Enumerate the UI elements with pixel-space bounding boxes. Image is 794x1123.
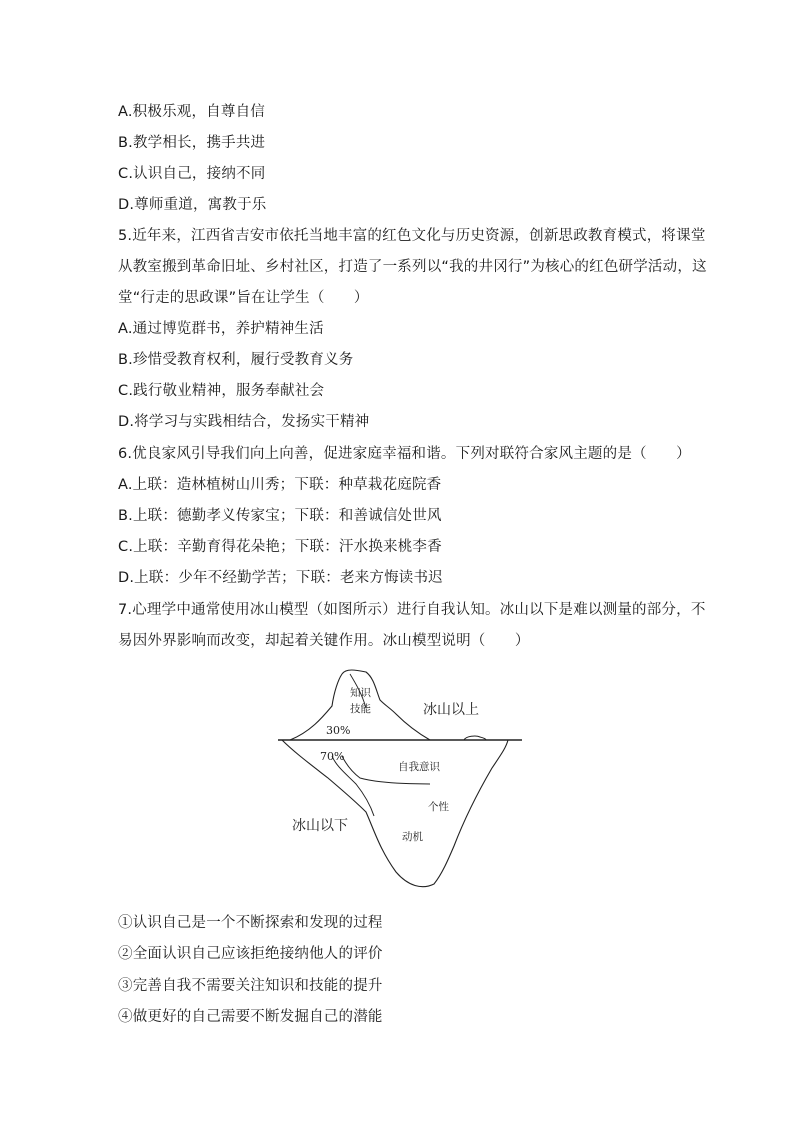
q5-option-d: D.将学习与实践相结合，发扬实干精神	[118, 414, 370, 430]
q6-option-b: B.上联：德勤孝义传家宝；下联：和善诚信处世风	[118, 508, 442, 524]
label-above-caption: 冰山以上	[423, 702, 479, 718]
q5-option-c: C.践行敬业精神，服务奉献社会	[118, 383, 325, 399]
q6-stem: 6.优良家风引导我们向上向善，促进家庭幸福和谐。下列对联符合家风主题的是（ ）	[118, 446, 691, 462]
q6-option-a: A.上联：造林植树山川秀；下联：种草栽花庭院香	[118, 477, 442, 493]
inner-line-1	[332, 756, 374, 816]
q7-statement-3: ③完善自我不需要关注知识和技能的提升	[118, 978, 383, 994]
label-personality: 个性	[428, 801, 449, 813]
iceberg-model-figure	[270, 660, 530, 895]
label-motive: 动机	[402, 831, 423, 843]
q6-option-d: D.上联：少年不经勤学苦；下联：老来方悔读书迟	[118, 570, 443, 586]
q7-statement-1: ①认识自己是一个不断探索和发现的过程	[118, 915, 383, 931]
label-below-caption: 冰山以下	[292, 818, 348, 834]
q4-option-a: A.积极乐观，自尊自信	[118, 104, 265, 120]
q5-stem-line-1: 5.近年来，江西省吉安市依托当地丰富的红色文化与历史资源，创新思政教育模式，将课堂	[118, 228, 706, 244]
label-below-percent: 70%	[320, 750, 345, 763]
q7-statement-2: ②全面认识自己应该拒绝接纳他人的评价	[118, 946, 383, 962]
q6-option-c: C.上联：辛勤育得花朵艳；下联：汗水换来桃李香	[118, 539, 442, 555]
q5-stem-line-2: 从教室搬到革命旧址、乡村社区，打造了一系列以“我的井冈行”为核心的红色研学活动，这	[118, 259, 707, 275]
q4-option-b: B.教学相长，携手共进	[118, 135, 266, 151]
label-skills: 技能	[350, 703, 371, 715]
label-knowledge: 知识	[350, 687, 371, 699]
label-self-awareness: 自我意识	[398, 761, 440, 773]
q4-option-c: C.认识自己，接纳不同	[118, 166, 266, 182]
q4-option-d: D.尊师重道，寓教于乐	[118, 197, 267, 213]
label-above-percent: 30%	[326, 724, 351, 737]
iceberg-underwater-body	[282, 740, 508, 887]
q7-stem-line-2: 易因外界影响而改变，却起着关键作用。冰山模型说明（ ）	[118, 633, 530, 649]
q5-option-a: A.通过博览群书，养护精神生活	[118, 321, 324, 337]
q5-option-b: B.珍惜受教育权利，履行受教育义务	[118, 352, 354, 368]
q7-statement-4: ④做更好的自己需要不断发掘自己的潜能	[118, 1009, 383, 1025]
q5-stem-line-3: 堂“行走的思政课”旨在让学生（ ）	[118, 290, 369, 306]
q7-stem-line-1: 7.心理学中通常使用冰山模型（如图所示）进行自我认知。冰山以下是难以测量的部分，不	[118, 602, 706, 618]
